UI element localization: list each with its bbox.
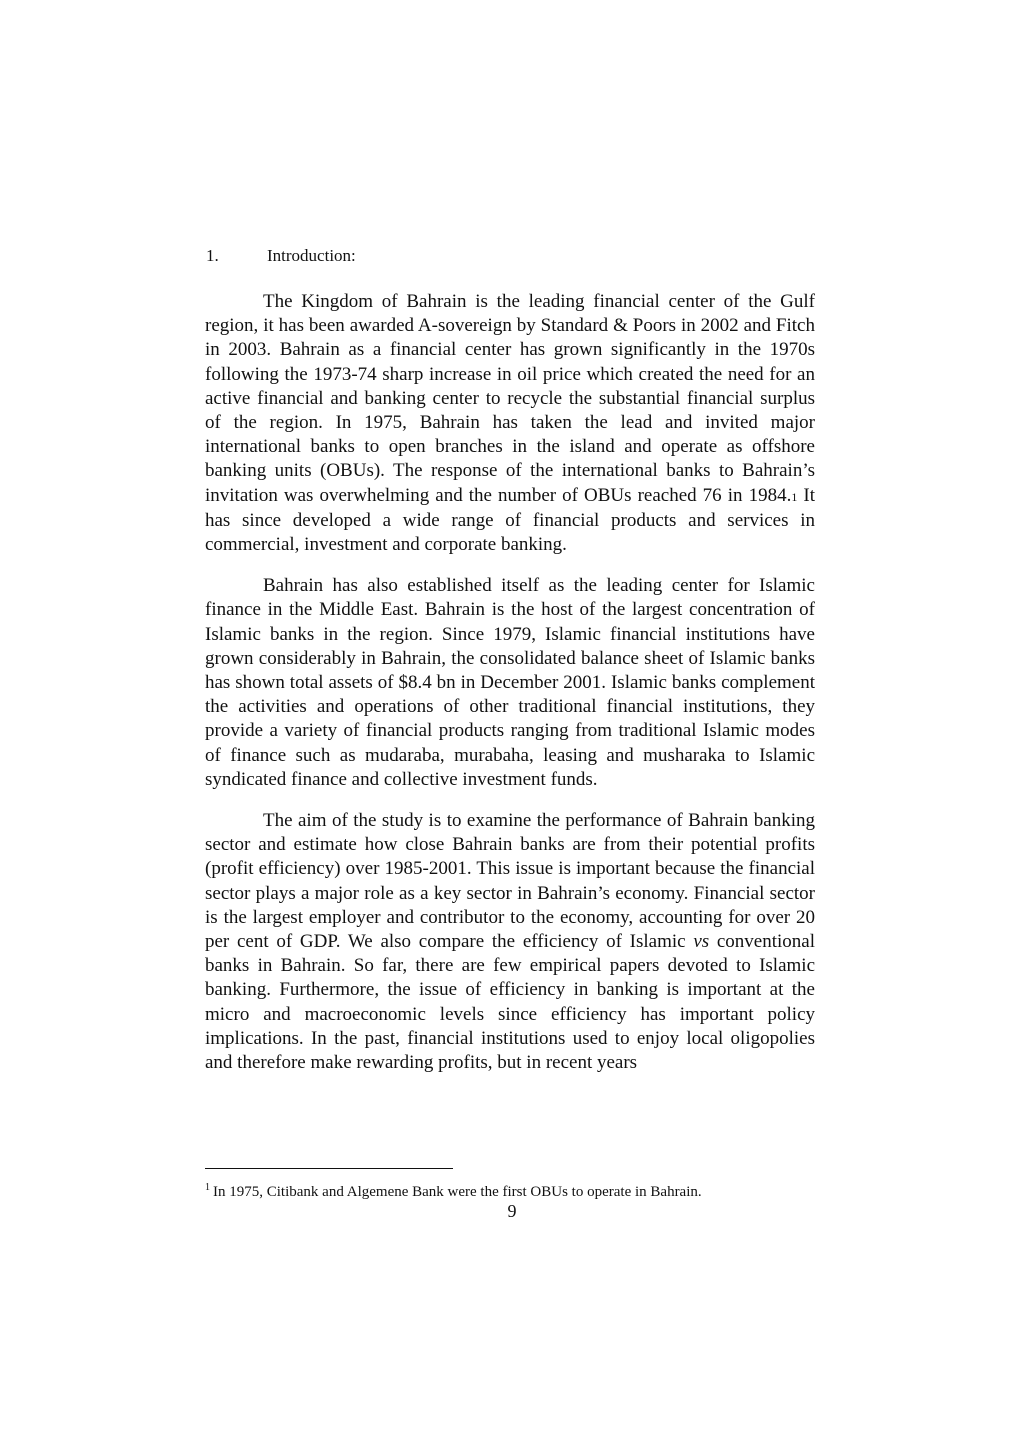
- footnote-text: In 1975, Citibank and Algemene Bank were the first OBUs to operate in Bahrain.: [213, 1184, 702, 1200]
- paragraph-text: conventional banks in Bahrain. So far, there are few empirical papers devoted to Islamic banking. Furthermore, the issue of efficiency in banking is important at the micro and macroeconomic levels since efficiency has important policy implications. In the past, financial institutions used to enjoy local oligopolies and therefore make rewarding profits, but in recent years: [205, 931, 815, 1074]
- paragraph-text: It has since developed a wide range of financial products and services in commercial, investment and corporate banking.: [205, 484, 815, 556]
- footnote-divider: [205, 1168, 453, 1169]
- footnote-marker: 1: [205, 1182, 210, 1193]
- paragraph-text: The aim of the study is to examine the performance of Bahrain banking sector and estimate how close Bahrain banks are from their potential profits (profit efficiency) over 1985-2001. This issue is important because the financial sector plays a major role as a key sector in Bahrain’s economy. Financial sector is the largest employer and contributor to the economy, accounting for over 20 per cent of GDP. We also compare the efficiency of Islamic: [205, 810, 815, 953]
- italic-term: vs: [693, 931, 710, 953]
- section-number: 1.: [206, 246, 219, 265]
- footnote: [205, 1178, 702, 1202]
- section-heading: [206, 245, 356, 267]
- paragraph-bahrain-financial-center: [205, 290, 815, 557]
- paragraph-study-aim: [205, 809, 815, 1075]
- footnote-reference: 1: [791, 489, 798, 504]
- page-number: 9: [507, 1201, 517, 1221]
- section-title: Introduction:: [267, 246, 356, 265]
- body-text: [205, 290, 815, 1092]
- paragraph-text: The Kingdom of Bahrain is the leading financial center of the Gulf region, it has been awarded A-sovereign by Standard & Poors in 2002 and Fitch in 2003. Bahrain as a financial center has grown significantly in the 1970s following the 1973-74 sharp increase in oil price which created the need for an active financial and banking center to recycle the substantial financial surplus of the region. In 1975, Bahrain has taken the lead and invited major international banks to open branches in the island and operate as offshore banking units (OBUs). The response of the international banks to Bahrain’s invitation was overwhelming and the number of OBUs reached 76 in 1984.: [205, 291, 815, 506]
- paragraph-islamic-finance: [205, 574, 815, 792]
- paragraph-text: Bahrain has also established itself as the leading center for Islamic finance in the Middle East. Bahrain is the host of the largest concentration of Islamic banks in the region. Since 1979, Islamic financial institutions have grown considerably in Bahrain, the consolidated balance sheet of Islamic banks has shown total assets of $8.4 bn in December 2001. Islamic banks complement the activities and operations of other traditional financial institutions, they provide a variety of financial products ranging from traditional Islamic modes of finance such as mudaraba, murabaha, leasing and musharaka to Islamic syndicated finance and collective investment funds.: [205, 575, 815, 790]
